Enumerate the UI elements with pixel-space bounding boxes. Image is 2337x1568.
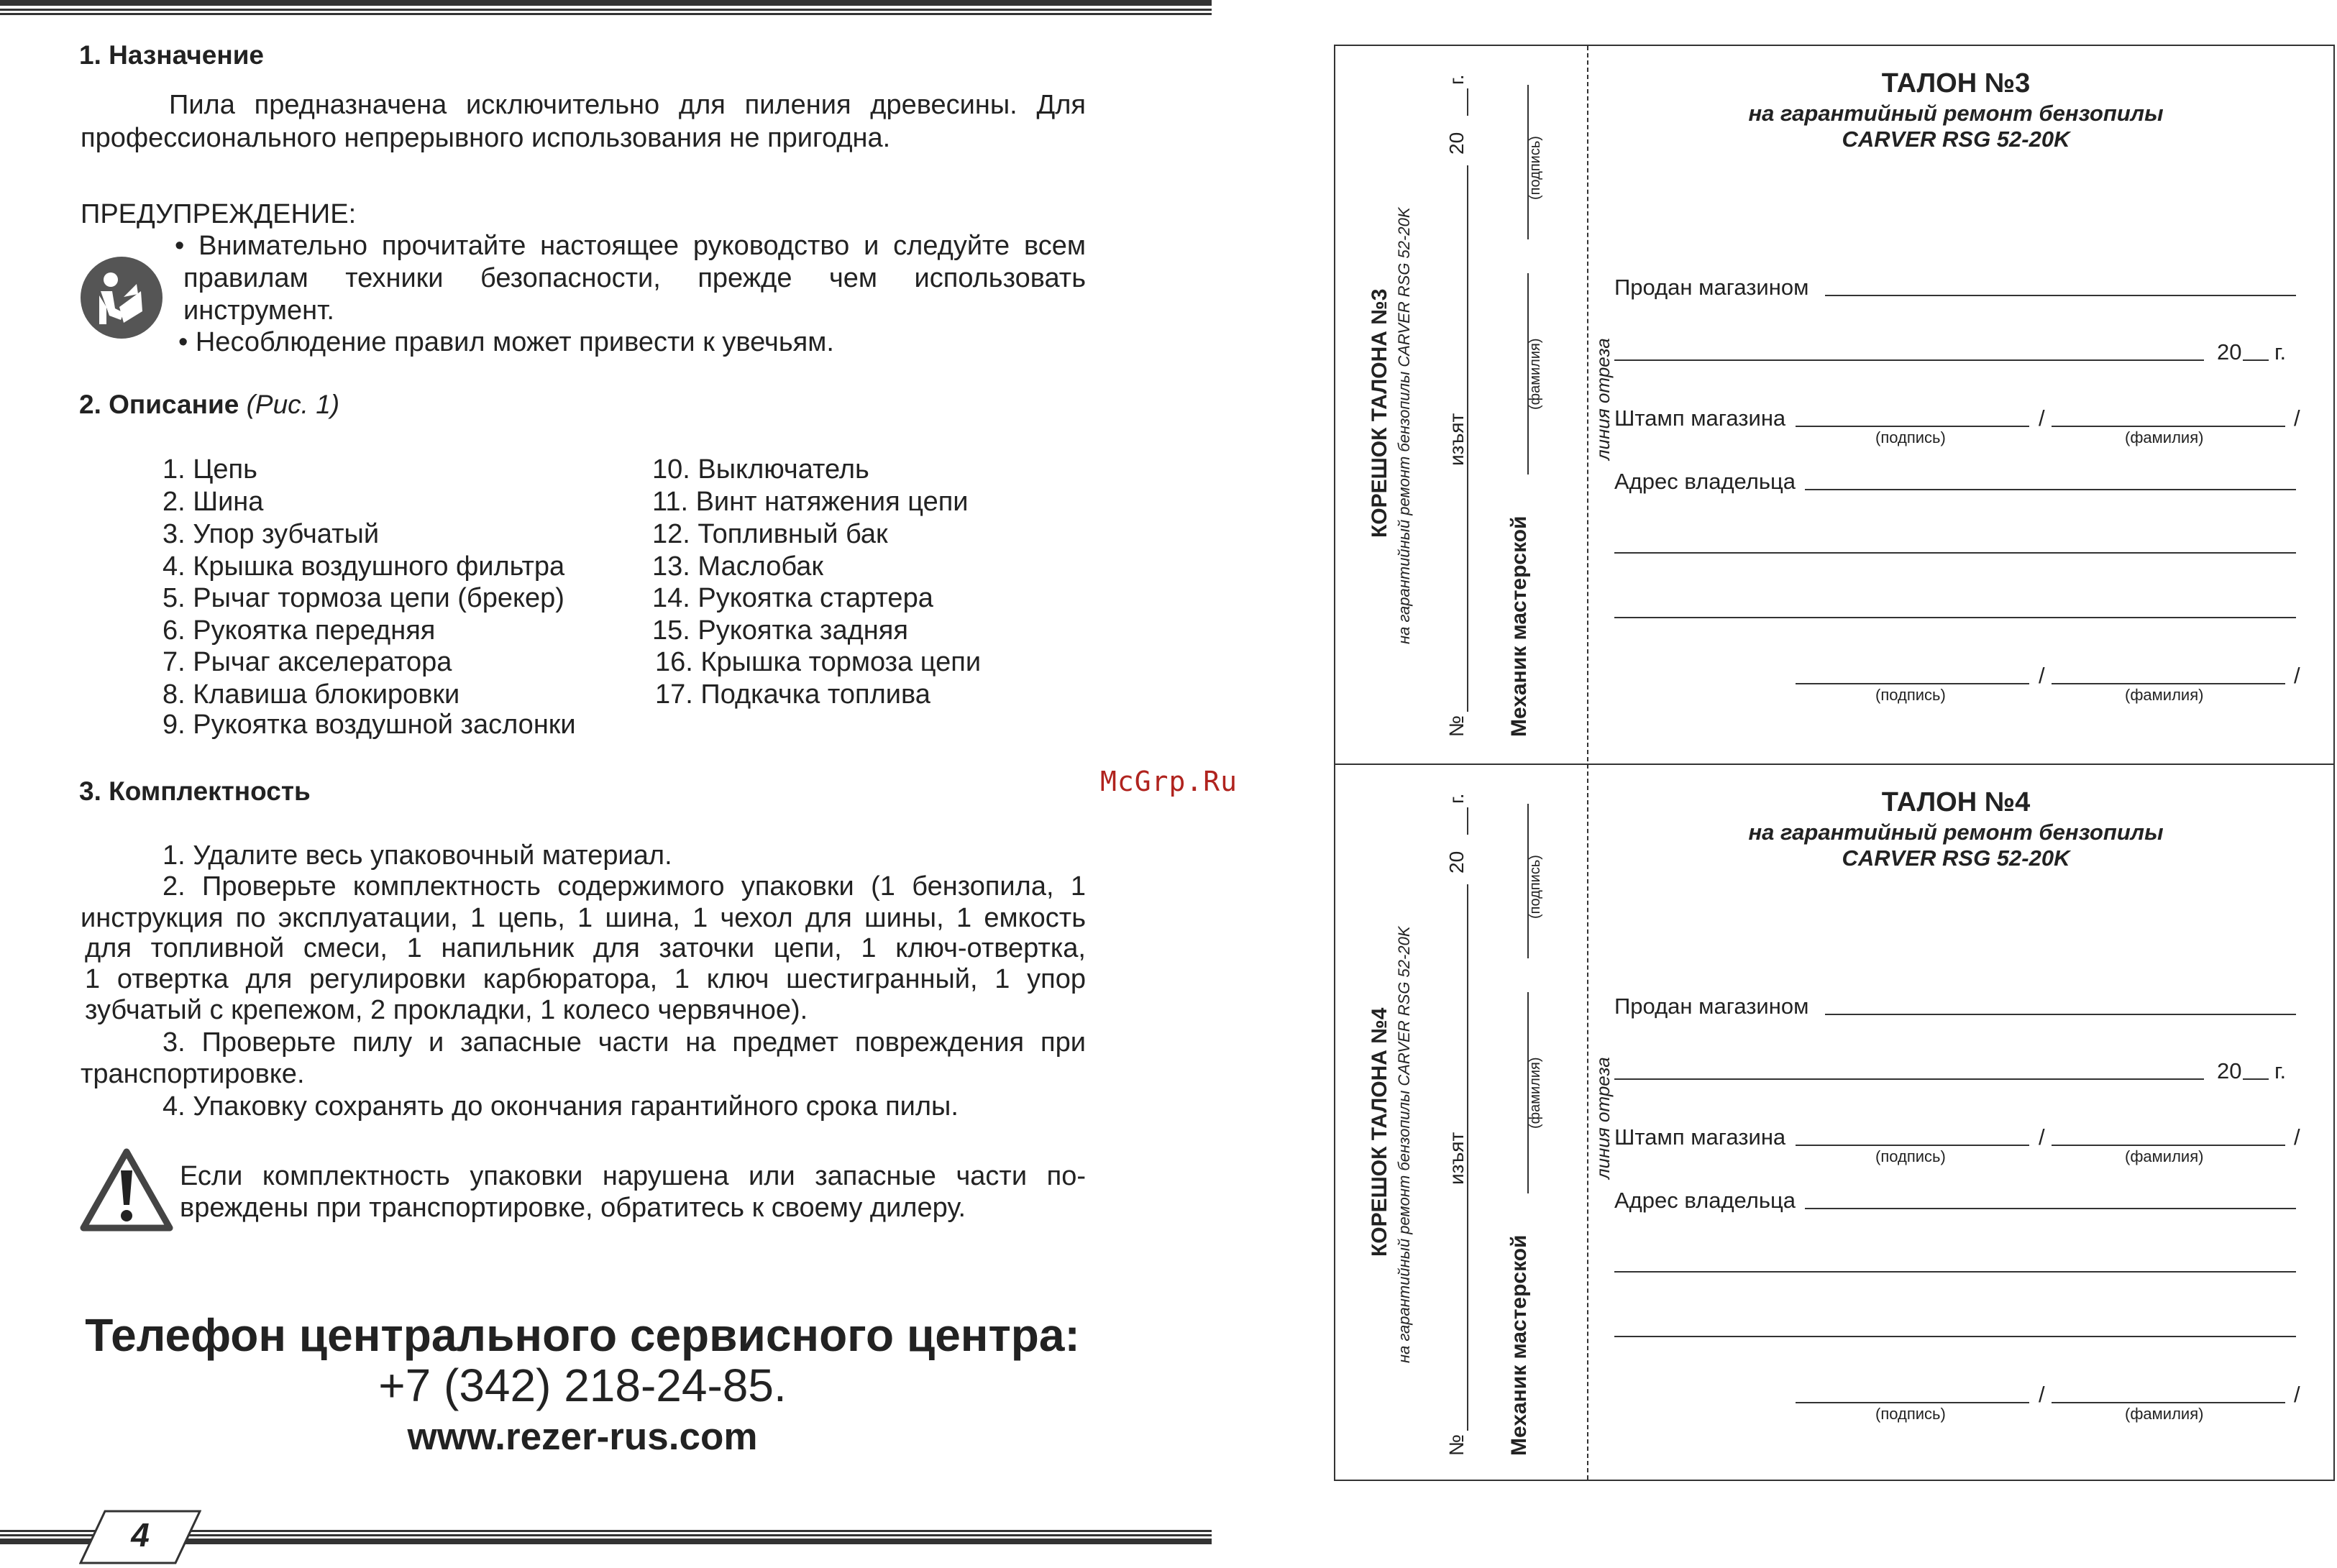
list-item: 7. Рычаг акселератора [163, 647, 452, 677]
owner-address-line1 [1805, 489, 2296, 490]
section1-para-line1: Пила предназначена исключительно для пиления древесины. Для [169, 90, 1086, 120]
year-blank [2243, 359, 2269, 361]
page-number: 4 [131, 1516, 150, 1554]
owner-address-label: Адрес владельца [1614, 1188, 1796, 1213]
section1-para-line2: профессионального непрерывного использования не пригодна. [81, 123, 891, 153]
service-phone: +7 (342) 218-24-85. [378, 1360, 787, 1411]
coupon-subtitle2: CARVER RSG 52-20K [1842, 845, 2070, 871]
stub-removed-label: изъят [1445, 413, 1468, 466]
service-center-title: Телефон центрального сервисного центра: [85, 1309, 1080, 1361]
warn-bullet1-line3: инструмент. [183, 295, 334, 326]
website-link[interactable]: www.rezer-rus.com [407, 1416, 758, 1458]
list-item: 13. Маслобак [652, 551, 823, 582]
stub-number-label: № [1445, 1434, 1468, 1456]
stub-number-label: № [1445, 715, 1468, 737]
list-item: 16. Крышка тормоза цепи [655, 647, 982, 677]
cut-line-label: линия отреза [1592, 338, 1614, 460]
owner-slash: / [2039, 663, 2045, 688]
list-item: 4. Крышка воздушного фильтра [163, 551, 565, 582]
owner-address-line2 [1614, 1271, 2296, 1273]
stamp-signature-line [1796, 426, 2029, 427]
page-number-badge [79, 1510, 201, 1564]
owner-slash: / [2039, 1382, 2045, 1407]
owner-address-line1 [1805, 1208, 2296, 1209]
section2-heading-row [79, 390, 339, 420]
stub-title: КОРЕШОК ТАЛОНА №3 [1368, 288, 1391, 538]
list-item: 8. Клавиша блокировки [163, 679, 460, 710]
coupon-title: ТАЛОН №4 [1881, 787, 2031, 817]
year-suffix: г. [2274, 339, 2287, 365]
warn-bullet1-line2: правилам техники безопасности, прежде чем использовать [183, 263, 1086, 293]
year-prefix: 20 [2217, 339, 2242, 365]
stamp-label: Штамп магазина [1614, 1124, 1786, 1150]
list-item: 11. Винт натяжения цепи [652, 487, 969, 517]
stub-number-line [1467, 338, 1468, 712]
stamp-slash: / [2039, 405, 2045, 431]
stub-number-line [1467, 1057, 1468, 1431]
owner-sig-caption: (подпись) [1875, 1405, 1946, 1423]
year-prefix: 20 [2217, 1058, 2242, 1083]
date-line [1614, 359, 2204, 361]
section2-heading: 2. Описание [79, 390, 239, 419]
section3-line1: 1. Удалите весь упаковочный материал. [163, 840, 672, 871]
stub-removed-line [1467, 165, 1468, 338]
stub-subtitle: на гарантийный ремонт бензопилы CARVER RSG 52-20K [1395, 926, 1413, 1363]
owner-address-line3 [1614, 1336, 2296, 1337]
list-item: 15. Рукоятка задняя [652, 615, 908, 646]
stamp-name-caption: (фамилия) [2125, 428, 2204, 446]
coupon-subtitle2: CARVER RSG 52-20K [1842, 127, 2070, 152]
owner-address-line2 [1614, 552, 2296, 554]
list-item: 6. Рукоятка передняя [163, 615, 436, 646]
stub-year-suffix: г. [1445, 793, 1468, 804]
stub-surname-caption: (фамилия) [1527, 338, 1543, 410]
watermark: McGrp.Ru [1100, 766, 1238, 797]
list-item: 5. Рычаг тормоза цепи (брекер) [163, 583, 564, 613]
stamp-slash: / [2039, 1124, 2045, 1150]
cut-line-label: линия отреза [1592, 1057, 1614, 1179]
stamp-surname-line [2052, 426, 2285, 427]
stub-year-line [1467, 807, 1468, 835]
section3-line6: зубчатый с крепежом, 2 прокладки, 1 колесо червячное). [85, 995, 808, 1025]
owner-address-label: Адрес владельца [1614, 469, 1796, 494]
list-item: 12. Топливный бак [652, 519, 888, 549]
stub-surname-caption: (фамилия) [1527, 1057, 1543, 1129]
stub-signature-caption: (подпись) [1527, 136, 1543, 200]
section3-line9: 4. Упаковку сохранять до окончания гарантийного срока пилы. [163, 1091, 959, 1122]
owner-name-caption: (фамилия) [2125, 686, 2204, 704]
stub-mechanic-label: Механик мастерской [1507, 515, 1531, 737]
list-item: 14. Рукоятка стартера [652, 583, 933, 613]
list-item: 9. Рукоятка воздушной заслонки [163, 710, 576, 740]
owner-sig-caption: (подпись) [1875, 686, 1946, 704]
stamp-slash-end: / [2294, 1124, 2300, 1150]
stub-subtitle: на гарантийный ремонт бензопилы CARVER RSG 52-20K [1395, 207, 1413, 644]
sold-by-label: Продан магазином [1614, 275, 1809, 300]
section3-line5: 1 отвертка для регулировки карбюратора, 1 ключ шестигранный, 1 упор [85, 964, 1086, 994]
stamp-label: Штамп магазина [1614, 405, 1786, 431]
read-manual-icon [79, 255, 164, 340]
list-item: 17. Подкачка топлива [655, 679, 930, 710]
stub-year-line [1467, 88, 1468, 116]
section3-heading: 3. Комплектность [79, 776, 311, 806]
section1-heading: 1. Назначение [79, 40, 265, 70]
stub-removed-line [1467, 884, 1468, 1057]
alert-line2: вреждены при транспортировке, обратитесь к своему дилеру. [180, 1193, 966, 1223]
stub-year-suffix: г. [1445, 74, 1468, 85]
cut-line-dashed [1587, 46, 1588, 1480]
stub-year-prefix: 20 [1445, 851, 1468, 874]
stub-mechanic-label: Механик мастерской [1507, 1234, 1531, 1456]
stamp-sig-caption: (подпись) [1875, 1147, 1946, 1165]
stub-signature-caption: (подпись) [1527, 855, 1543, 919]
stamp-slash-end: / [2294, 405, 2300, 431]
list-item: 3. Упор зубчатый [163, 519, 380, 549]
owner-surname-line [2052, 1402, 2285, 1403]
owner-slash-end: / [2294, 663, 2300, 688]
warn-bullet1-line1: • Внимательно прочитайте настоящее руководство и следуйте всем [175, 231, 1086, 261]
coupons-frame [1334, 45, 2335, 1481]
coupon-subtitle1: на гарантийный ремонт бензопилы [1748, 820, 2164, 845]
stub-year-prefix: 20 [1445, 132, 1468, 155]
section3-line2: 2. Проверьте комплектность содержимого упаковки (1 бензопила, 1 [163, 871, 1086, 902]
owner-name-caption: (фамилия) [2125, 1405, 2204, 1423]
section3-line7: 3. Проверьте пилу и запасные части на предмет повреждения при [163, 1027, 1086, 1058]
alert-line1: Если комплектность упаковки нарушена или запасные части по- [180, 1161, 1086, 1191]
stamp-signature-line [1796, 1145, 2029, 1146]
stamp-name-caption: (фамилия) [2125, 1147, 2204, 1165]
list-item: 10. Выключатель [652, 454, 869, 485]
warning-label: ПРЕДУПРЕЖДЕНИЕ: [81, 199, 357, 229]
sold-by-line [1825, 1014, 2296, 1015]
list-item: 1. Цепь [163, 454, 257, 485]
owner-address-line3 [1614, 617, 2296, 618]
section3-line3: инструкция по эксплуатации, 1 цепь, 1 шина, 1 чехол для шины, 1 емкость [81, 903, 1086, 933]
owner-signature-line [1796, 1402, 2029, 1403]
owner-surname-line [2052, 683, 2285, 684]
stub-removed-label: изъят [1445, 1132, 1468, 1185]
list-item: 2. Шина [163, 487, 264, 517]
sold-by-label: Продан магазином [1614, 994, 1809, 1019]
stamp-sig-caption: (подпись) [1875, 428, 1946, 446]
year-suffix: г. [2274, 1058, 2287, 1083]
date-line [1614, 1078, 2204, 1080]
stamp-surname-line [2052, 1145, 2285, 1146]
coupon-title: ТАЛОН №3 [1881, 68, 2031, 98]
owner-slash-end: / [2294, 1382, 2300, 1407]
year-blank [2243, 1078, 2269, 1080]
stub-title: КОРЕШОК ТАЛОНА №4 [1368, 1007, 1391, 1257]
section3-line8: транспортировке. [81, 1059, 305, 1089]
warn-bullet2: • Несоблюдение правил может привести к увечьям. [178, 327, 834, 357]
coupon-divider [1334, 764, 2335, 765]
coupon-subtitle1: на гарантийный ремонт бензопилы [1748, 101, 2164, 126]
warning-triangle-icon [79, 1147, 174, 1232]
section3-line4: для топливной смеси, 1 напильник для заточки цепи, 1 ключ-отвертка, [85, 933, 1086, 963]
owner-signature-line [1796, 683, 2029, 684]
section2-figure-ref: (Рис. 1) [246, 390, 340, 419]
sold-by-line [1825, 295, 2296, 296]
